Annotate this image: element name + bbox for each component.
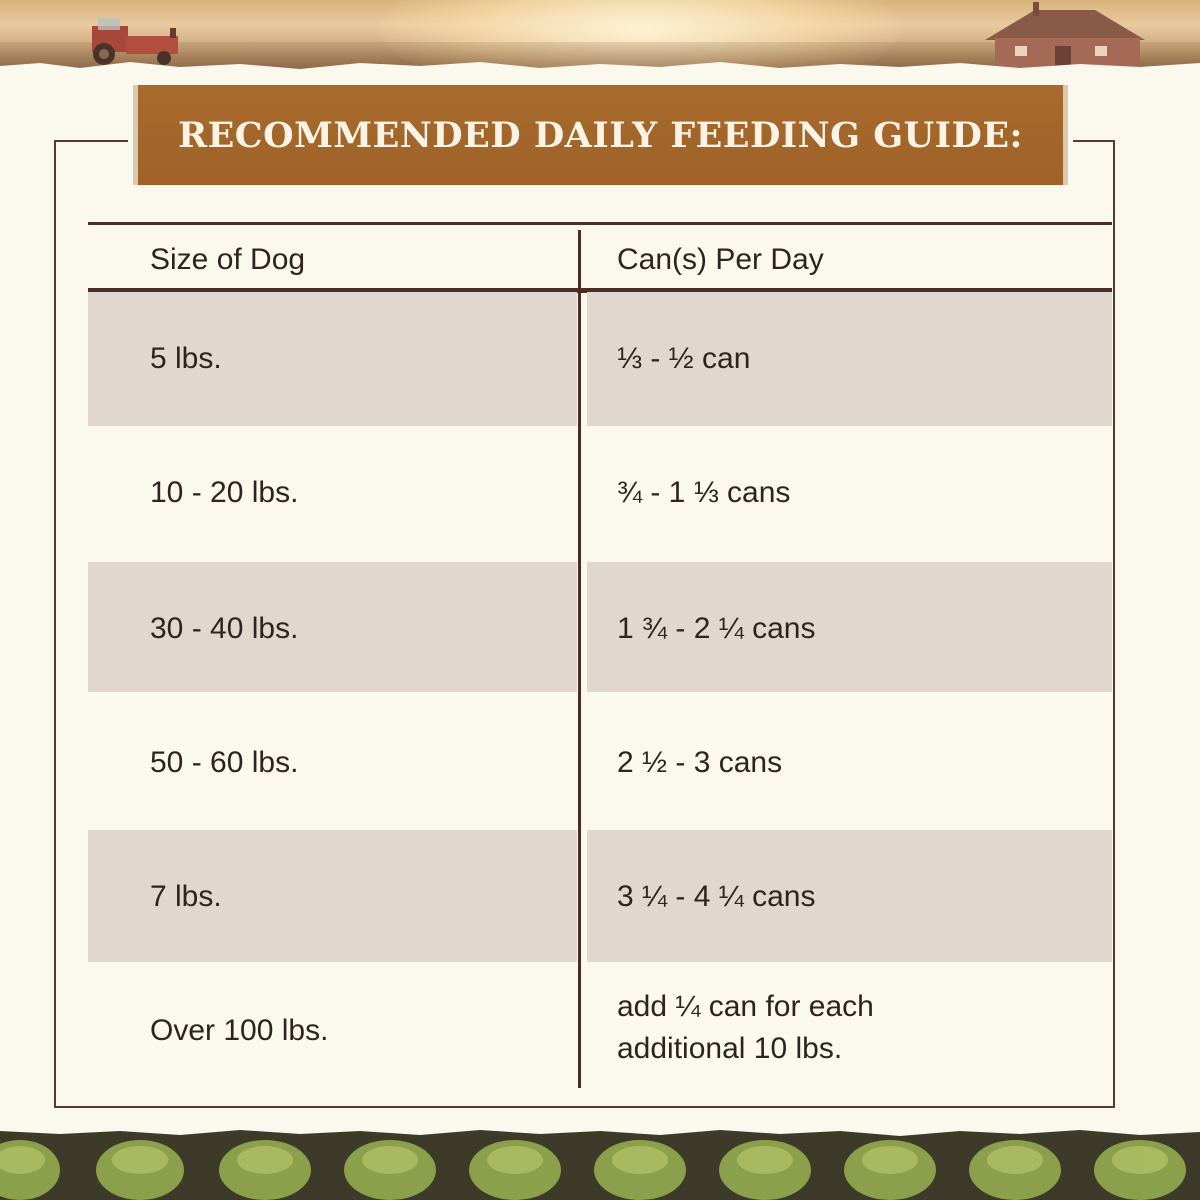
- dog-size-cell: 30 - 40 lbs.: [150, 612, 299, 645]
- cans-per-day-cell: 2 ½ - 3 cans: [617, 746, 783, 779]
- table-row: [88, 562, 1112, 692]
- header-cans-per-day: Can(s) Per Day: [617, 243, 824, 276]
- cans-per-day-cell: 3 ¼ - 4 ¼ cans: [617, 880, 816, 913]
- table-row: [88, 292, 1112, 426]
- dog-size-cell: 50 - 60 lbs.: [150, 746, 299, 779]
- table-row: [88, 830, 1112, 962]
- page-title: RECOMMENDED DAILY FEEDING GUIDE:: [178, 114, 1023, 156]
- table-row: [88, 426, 1112, 560]
- table-header-row: [88, 225, 1112, 289]
- cans-per-day-cell: ¾ - 1 ⅓ cans: [617, 476, 791, 509]
- title-banner: [138, 85, 1063, 185]
- dog-size-cell: 7 lbs.: [150, 880, 222, 913]
- torn-paper-edge-top: [0, 56, 1200, 78]
- column-divider: [578, 230, 581, 1088]
- cans-per-day-cell: add ¼ can for each additional 10 lbs.: [617, 990, 874, 1065]
- cans-per-day-cell: 1 ¾ - 2 ¼ cans: [617, 612, 816, 645]
- torn-paper-edge-bottom: [0, 1122, 1200, 1142]
- dog-size-cell: Over 100 lbs.: [150, 1014, 329, 1047]
- dog-size-cell: 10 - 20 lbs.: [150, 476, 299, 509]
- table-row: [88, 964, 1112, 1098]
- dog-size-cell: 5 lbs.: [150, 342, 222, 375]
- header-size-of-dog: Size of Dog: [150, 243, 306, 276]
- table-row: [88, 696, 1112, 830]
- cans-per-day-cell: ⅓ - ½ can: [617, 342, 751, 375]
